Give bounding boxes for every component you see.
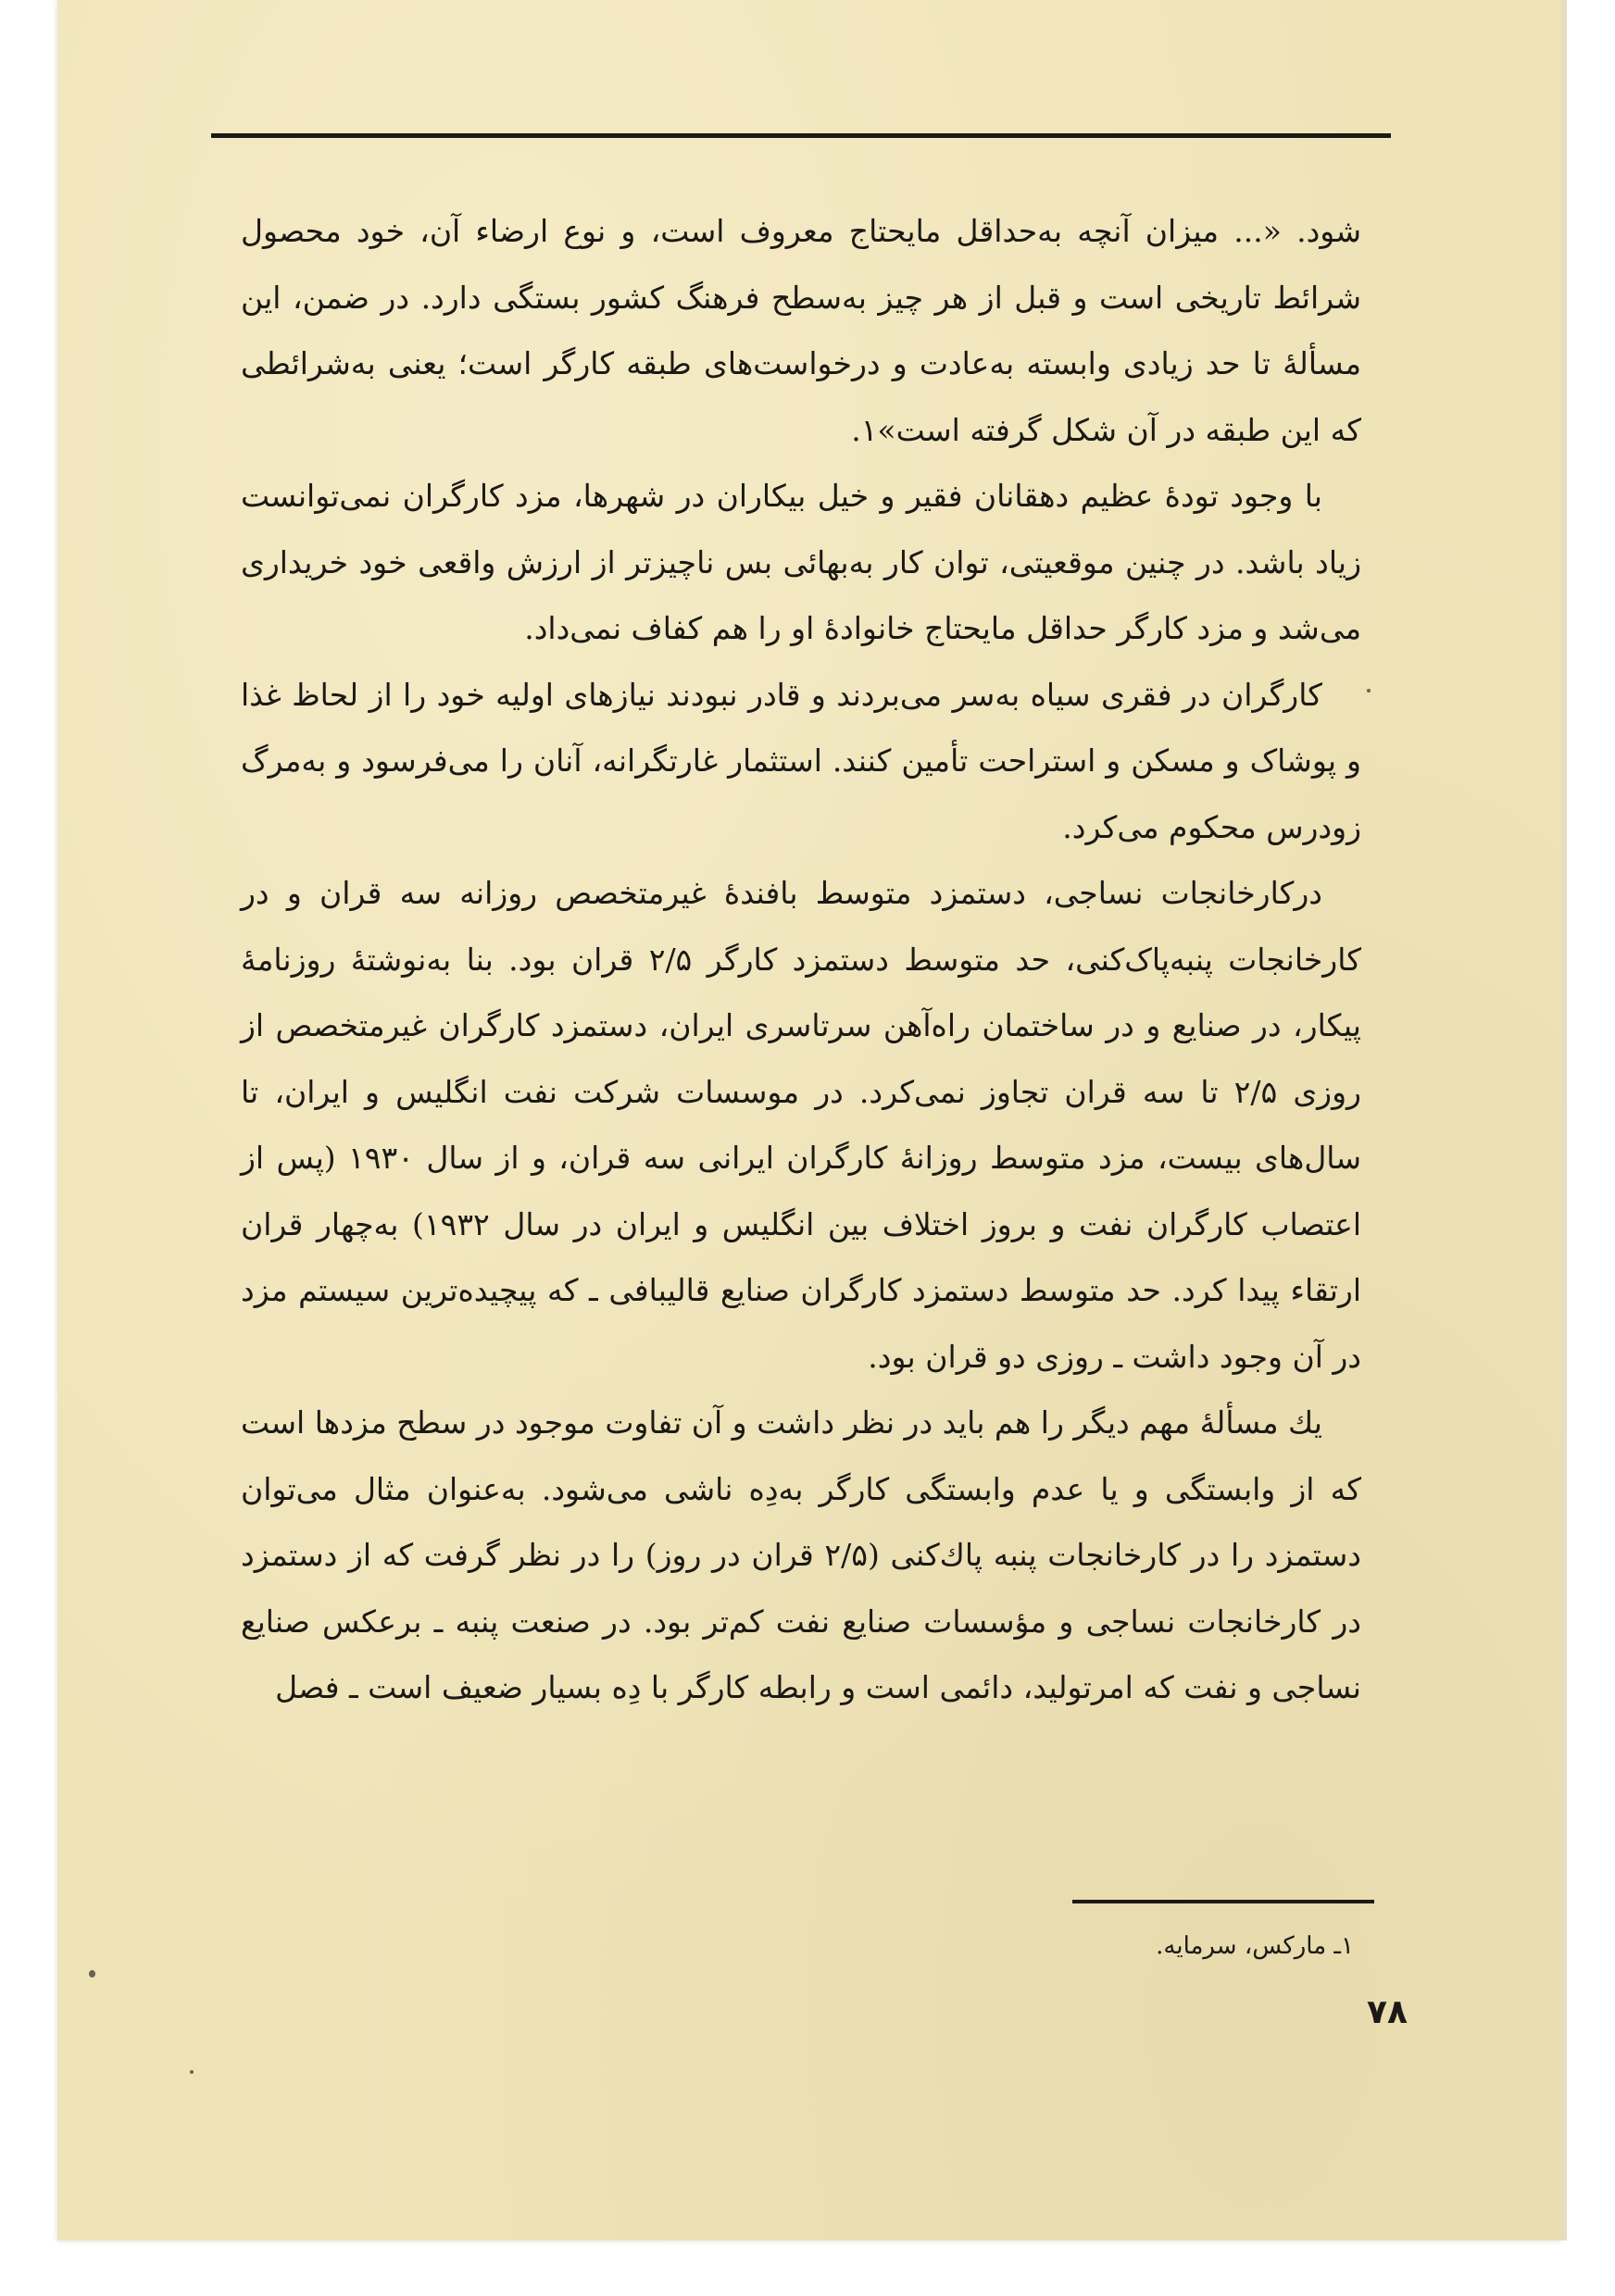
page-edge <box>1561 0 1567 2240</box>
page-number: ۷۸ <box>1367 1993 1408 2031</box>
paper-speck <box>1367 689 1371 693</box>
paragraph-5: یك مسألهٔ مهم دیگر را هم باید در نظر داشت و آن تفاوت موجود در سطح مزدها است که از وابستگی و یا عدم وابستگی کارگر به‌دِه ناشی می‌شود. به‌عنوان مثال می‌توان دستمزد را در کارخانجات پنبه پاك‌کنی (۲/۵ قران در روز) را در نظر گرفت که از دستمزد در کارخانجات نساجی و مؤسسات صنایع نفت کم‌تر بود. در صنعت پنبه ـ برعکس صنایع نساجی و نفت که امرتولید، دائمی است و رابطه کارگر با دِه بسیار ضعیف است ـ فصل <box>241 1404 1361 1705</box>
page-body <box>241 198 1361 1721</box>
paragraph-4: درکارخانجات نساجی، دستمزد متوسط بافندهٔ غیرمتخصص روزانه سه قران و در کارخانجات پنبه‌پاک‌کنی، حد متوسط دستمزد کارگر ۲/۵ قران بود. بنا به‌نوشتهٔ روزنامهٔ پیکار، در صنایع و در ساختمان راه‌آهن سرتاسری ایران، دستمزد کارگران غیرمتخصص از روزی ۲/۵ تا سه قران تجاوز نمی‌کرد. در موسسات شرکت نفت انگلیس و ایران، تا سال‌های بیست، مزد متوسط روزانهٔ کارگران ایرانی سه قران، و از سال ۱۹۳۰ (پس از اعتصاب کارگران نفت و بروز اختلاف بین انگلیس و ایران در سال ۱۹۳۲) به‌چهار قران ارتقاء پیدا کرد. حد متوسط دستمزد کارگران صنایع قالیبافی ـ که پیچیده‌ترین سیستم مزد در آن وجود داشت ـ روزی دو قران بود. <box>241 875 1362 1375</box>
footnote: ۱ـ مارکس، سرمایه. <box>1156 1932 1354 1960</box>
paragraph-3: کارگران در فقری سیاه به‌سر می‌بردند و قادر نبودند نیازهای اولیه خود را از لحاظ غذا و پوشاک و مسکن و استراحت تأمین کنند. استثمار غارتگرانه، آنان را می‌فرسود و به‌مرگ زودرس محکوم می‌کرد. <box>241 676 1361 845</box>
paper-speck <box>89 1970 95 1978</box>
header-rule <box>211 133 1391 138</box>
paragraph-2: با وجود تودهٔ عظیم دهقانان فقیر و خیل بیکاران در شهرها، مزد کارگران نمی‌توانست زیاد باشد. در چنین موقعیتی، توان کار به‌بهائی بس ناچیزتر از ارزش واقعی خود خریداری می‌شد و مزد کارگر حداقل مایحتاج خانوادهٔ او را هم کفاف نمی‌داد. <box>241 478 1361 646</box>
paragraph-1: شود. «... میزان آنچه به‌حداقل مایحتاج معروف است، و نوع ارضاء آن، خود محصول شرائط تاریخی است و قبل از هر چیز به‌سطح فرهنگ کشور بستگی دارد. در ضمن، این مسألهٔ تا حد زیادی وابسته به‌عادت و درخواست‌های طبقه کارگر است؛ یعنی به‌شرائطی که این طبقه در آن شکل گرفته است»۱. <box>241 213 1361 448</box>
paper-speck <box>190 2070 194 2074</box>
footnote-rule <box>1072 1900 1374 1903</box>
